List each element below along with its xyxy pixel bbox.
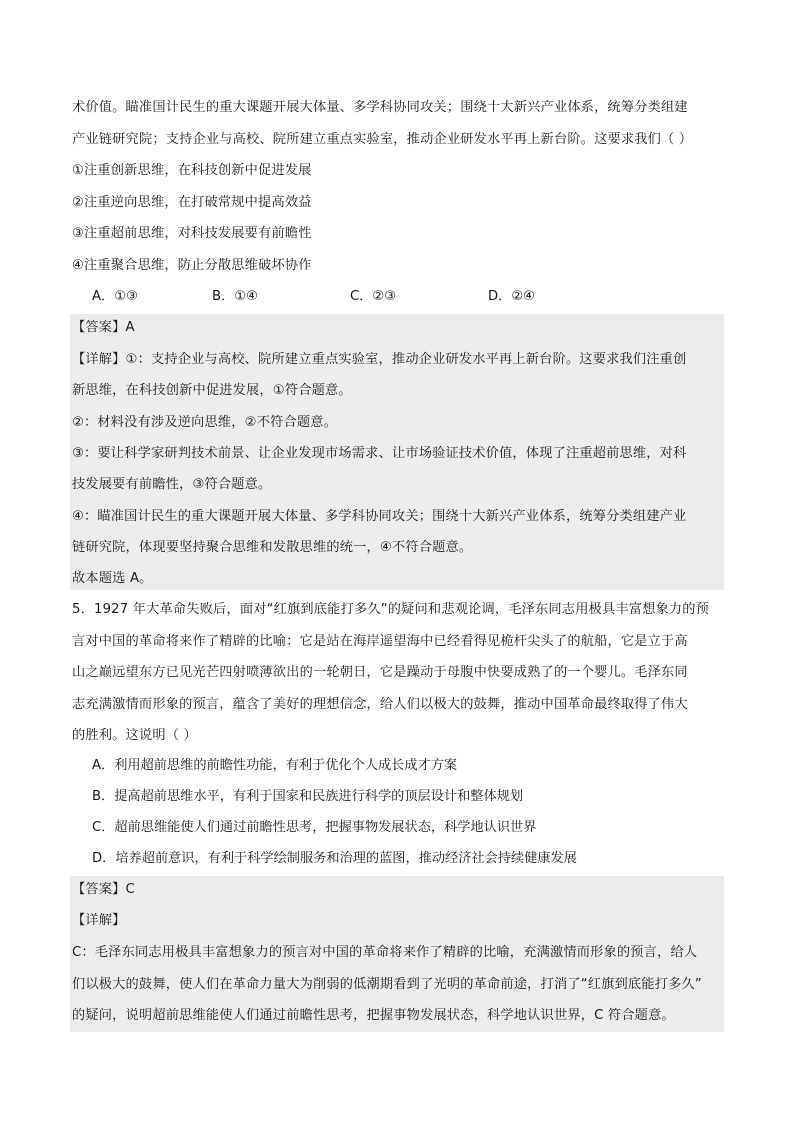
q5-explanation-line-2: 们以极大的鼓舞，使人们在革命力量大为削弱的低潮期看到了光明的革命前途，打消了“红旗到底能打多久”: [72, 977, 702, 992]
q5-option-c: C．超前思维能使人们通过前瞻性思考，把握事物发展状态，科学地认识世界: [92, 820, 537, 835]
q5-stem-line-3: 山之巅远望东方已见光芒四射喷薄欲出的一轮朝日，它是躁动于母腹中快要成熟了的一个婴儿。毛泽东同: [72, 665, 688, 680]
q4-item-4: ④注重聚合思维，防止分散思维破坏协作: [72, 258, 312, 273]
q4-explanation-line-2: 新思维，在科技创新中促进发展，①符合题意。: [72, 383, 352, 398]
q4-option-b: B．①④: [212, 289, 258, 304]
q4-explanation-line-7: 链研究院，体现要坚持聚合思维和发散思维的统一，④不符合题意。: [72, 540, 473, 555]
q4-explanation-line-4: ③：要让科学家研判技术前景、让企业发现市场需求、让市场验证技术价值，体现了注重超前思维，对科: [72, 446, 687, 461]
q4-item-3: ③注重超前思维，对科技发展要有前瞻性: [72, 226, 312, 241]
q5-detail-label: 【详解】: [72, 913, 126, 928]
q5-stem-line-2: 言对中国的革命将来作了精辟的比喻：它是站在海岸遥望海中已经看得见桅杆尖头了的航船，它是立于高: [72, 634, 688, 649]
q4-option-c: C．②③: [350, 289, 397, 304]
q5-stem-line-5: 的胜利。这说明（ ）: [72, 728, 197, 743]
q4-stem-line-2: 产业链研究院；支持企业与高校、院所建立重点实验室，推动企业研发水平再上新台阶。这要求我们（ ）: [72, 132, 693, 147]
q5-answer: 【答案】C: [72, 882, 135, 897]
q4-conclusion: 故本题选 A。: [72, 571, 153, 586]
q5-stem-line-4: 志充满激情而形象的预言，蕴含了美好的理想信念，给人们以极大的鼓舞，推动中国革命最终取得了伟大: [72, 697, 688, 712]
q4-option-d: D．②④: [488, 289, 535, 304]
q4-option-a: A．①③: [92, 289, 138, 304]
q4-explanation-line-1: 【详解】①：支持企业与高校、院所建立重点实验室，推动企业研发水平再上新台阶。这要求我们注重创: [72, 352, 687, 367]
q5-explanation-line-1: C：毛泽东同志用极具丰富想象力的预言对中国的革命将来作了精辟的比喻，充满激情而形象的预言，给人: [72, 945, 698, 960]
q4-explanation-line-5: 技发展要有前瞻性，③符合题意。: [72, 477, 272, 492]
q4-answer: 【答案】A: [72, 320, 135, 335]
q5-explanation-line-3: 的疑问，说明超前思维能使人们通过前瞻性思考，把握事物发展状态，科学地认识世界，C 符合题意。: [72, 1008, 675, 1023]
q4-explanation-line-6: ④：瞄准国计民生的重大课题开展大体量、多学科协同攻关；围绕十大新兴产业体系，统筹分类组建产业: [72, 509, 687, 524]
q4-explanation-line-3: ②：材料没有涉及逆向思维，②不符合题意。: [72, 415, 338, 430]
q5-option-b: B．提高超前思维水平，有利于国家和民族进行科学的顶层设计和整体规划: [92, 789, 524, 804]
q4-item-2: ②注重逆向思维，在打破常规中提高效益: [72, 195, 312, 210]
q5-option-d: D．培养超前意识，有利于科学绘制服务和治理的蓝图，推动经济社会持续健康发展: [92, 851, 577, 866]
q4-item-1: ①注重创新思维，在科技创新中促进发展: [72, 163, 312, 178]
q4-stem-line-1: 术价值。瞄准国计民生的重大课题开展大体量、多学科协同攻关；围绕十大新兴产业体系，统筹分类组建: [72, 100, 688, 115]
q5-stem-line-1: 5．1927 年大革命失败后，面对“红旗到底能打多久”的疑问和悲观论调，毛泽东同志用极具丰富想象力的预: [72, 602, 710, 617]
q5-option-a: A．利用超前思维的前瞻性功能，有利于优化个人成长成才方案: [92, 758, 458, 773]
